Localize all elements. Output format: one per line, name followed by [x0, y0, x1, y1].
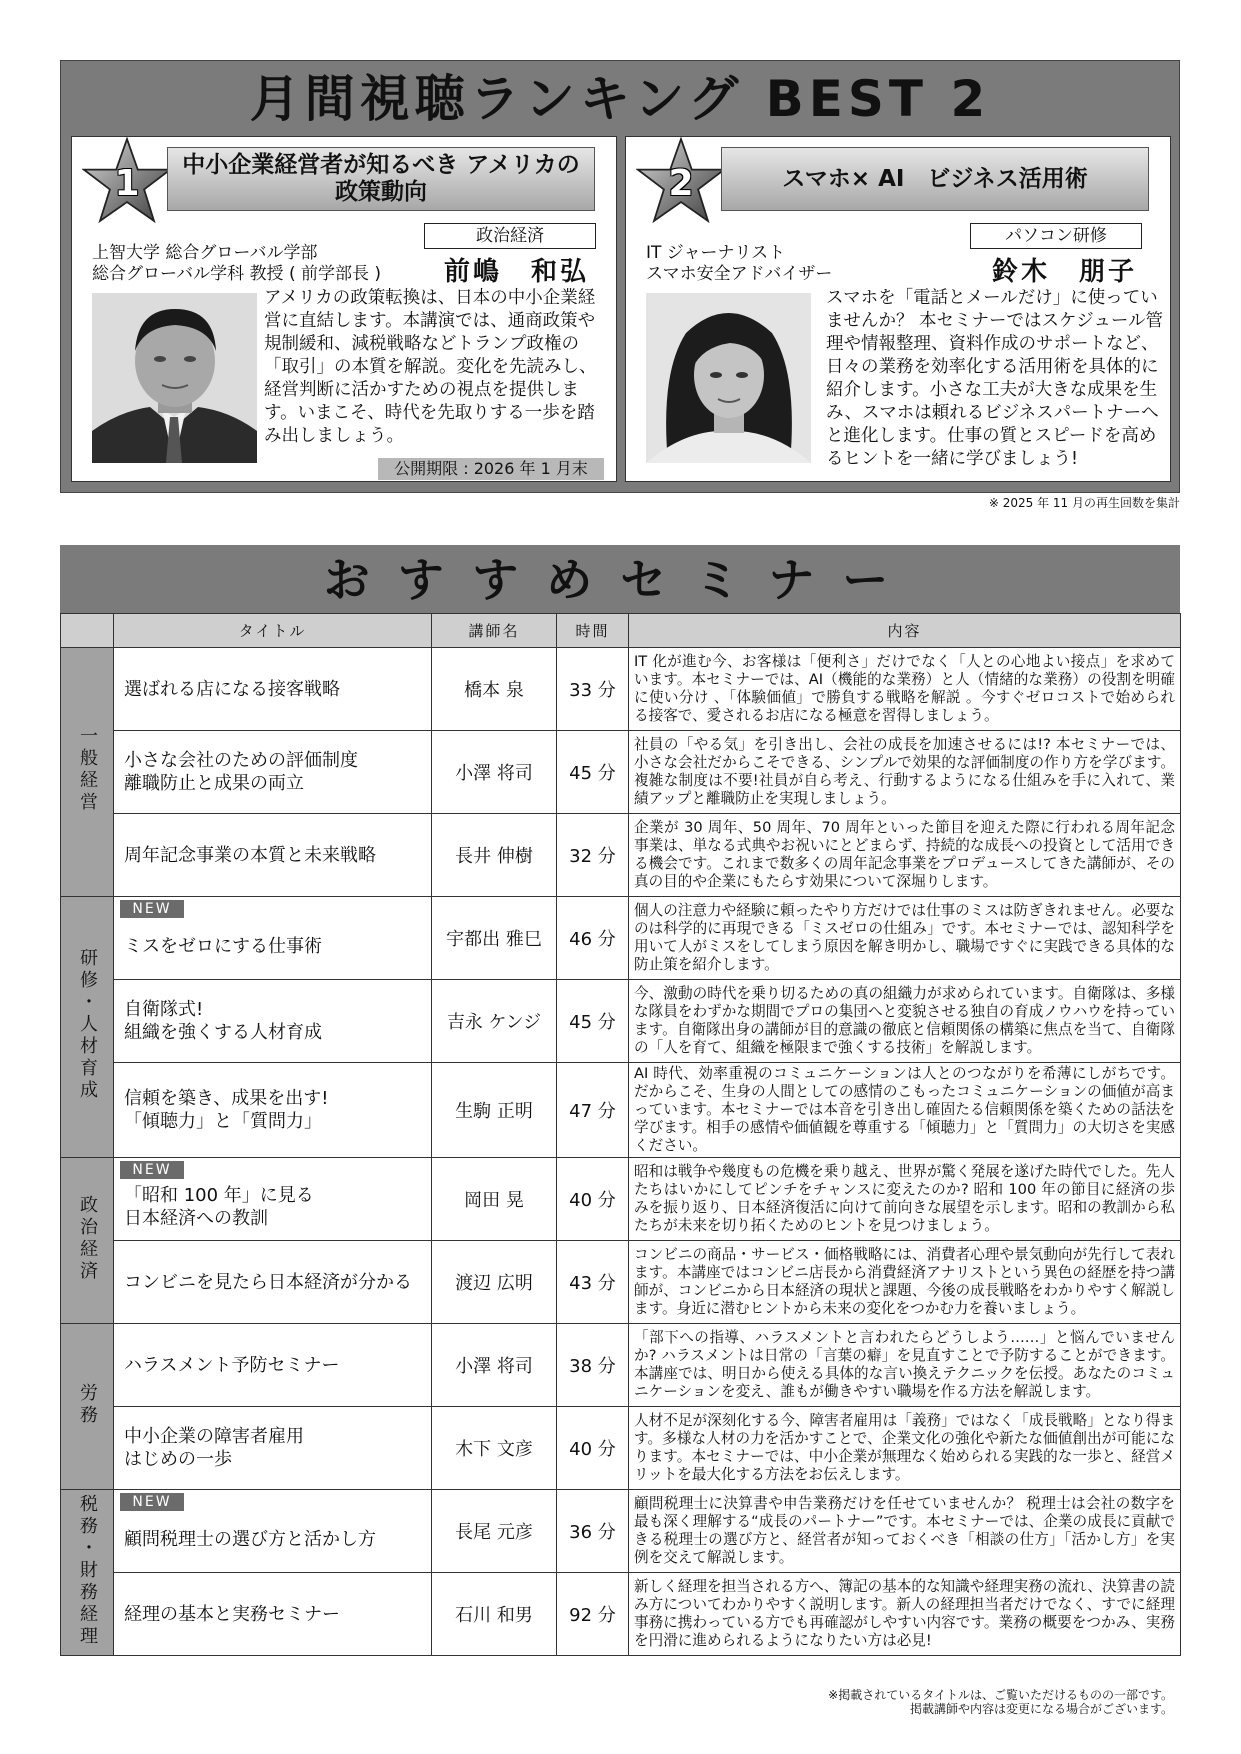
duration-cell: 40 分: [557, 1158, 629, 1241]
table-header-row: [61, 614, 1181, 648]
category-label: 研修・人材育成: [77, 948, 98, 1102]
duration-cell: 45 分: [557, 980, 629, 1063]
seminar-title-cell: [114, 897, 432, 980]
lecturer-cell: 橋本 泉: [432, 648, 557, 731]
table-row[interactable]: [61, 1324, 1181, 1407]
seminar-title: 顧問税理士の選び方と活かし方: [124, 1528, 376, 1550]
duration-cell: 46 分: [557, 897, 629, 980]
new-badge: NEW: [120, 1161, 184, 1179]
lecturer-cell: 石川 和男: [432, 1573, 557, 1656]
table-row[interactable]: [61, 1573, 1181, 1656]
content-cell: IT 化が進む今、お客様は「便利さ」だけでなく「人との心地よい接点」を求めています。本セミナーでは、AI（機能的な業務）と人（情緒的な業務）の役割を明確に使い分け 、「体験価値」で勝負する戦略を解説 。今すぐゼロコストで始められる接客で、愛されるお店になる極意を習得しましょう。: [629, 648, 1181, 731]
category-label: 労務: [77, 1382, 98, 1427]
category-cell: [61, 1490, 114, 1656]
speaker-photo-image: [92, 293, 257, 463]
speaker-photo-image: [646, 293, 811, 463]
table-row[interactable]: [61, 731, 1181, 814]
header-lecturer: 講師名: [432, 614, 557, 648]
table-row[interactable]: [61, 1063, 1181, 1158]
table-row[interactable]: [61, 1490, 1181, 1573]
header-content: 内容: [629, 614, 1181, 648]
content-cell: 「部下への指導、ハラスメントと言われたらどうしよう……」と悩んでいませんか? ハラスメントは日常の「言葉の癖」を見直すことで予防することができます。本講座では、明日から使える具体的な言い換えテクニックを伝授。あなたのコミュニケーションを変え、誰もが働きやすい職場を作る方法を解説します。: [629, 1324, 1181, 1407]
lecturer-cell: 小澤 将司: [432, 1324, 557, 1407]
new-badge: NEW: [120, 1493, 184, 1511]
seminar-title-cell: [114, 1241, 432, 1324]
duration-cell: 36 分: [557, 1490, 629, 1573]
duration-cell: 47 分: [557, 1063, 629, 1158]
content-cell: 顧問税理士に決算書や申告業務だけを任せていませんか？ 税理士は会社の数字を最も深く理解する“成長のパートナー”です。本セミナーでは、企業の成長に貢献できる税理士の選び方と、経営者が知っておくべき「相談の仕方」「活かし方」を実例を交えて解説します。: [629, 1490, 1181, 1573]
header-time: 時間: [557, 614, 629, 648]
seminar-title-cell: [114, 1063, 432, 1158]
lecturer-cell: 吉永 ケンジ: [432, 980, 557, 1063]
table-row[interactable]: [61, 897, 1181, 980]
category-cell: [61, 1324, 114, 1490]
content-cell: 人材不足が深刻化する今、障害者雇用は「義務」ではなく「成長戦略」となり得ます。多様な人材の力を活かすことで、企業文化の強化や新たな価値創出が可能になります。本セミナーでは、中小企業が無理なく始められる実践的な一歩と、経営メリットを最大化する方法をお伝えします。: [629, 1407, 1181, 1490]
seminar-title-cell: [114, 1573, 432, 1656]
seminar-description: スマホを「電話とメールだけ」に使っていませんか？ 本セミナーではスケジュール管理や情報整理、資料作成のサポートなど、日々の業務を効率化する活用術を具体的に紹介します。小さな工夫が大きな成果を生み、スマホは頼れるビジネスパートナーへと進化します。仕事の質とスピードを高めるヒントを一緒に学びましょう!: [826, 288, 1164, 469]
seminar-title: ミスをゼロにする仕事術: [124, 935, 322, 957]
table-row[interactable]: [61, 1407, 1181, 1490]
content-cell: 社員の「やる気」を引き出し、会社の成長を加速させるには!? 本セミナーでは、小さな会社だからこそできる、シンプルで効果的な評価制度の作り方を学びます。複雑な制度は不要!社員が自ら考え、行動するようになる仕組みを手に入れて、業績アップと離職防止を実現しましょう。: [629, 731, 1181, 814]
category-cell: [61, 897, 114, 1158]
content-cell: コンビニの商品・サービス・価格戦略には、消費者心理や景気動向が先行して表れます。本講座ではコンビニ店長から消費経済アナリストという異色の経歴を持つ講師が、コンビニから日本経済の現状と課題、今後の成長戦略をわかりやすく解説します。身近に潜むヒントから未来の変化をつかむ力を養いましょう。: [629, 1241, 1181, 1324]
seminar-title: 経理の基本と実務セミナー: [124, 1603, 340, 1625]
content-cell: 今、激動の時代を乗り切るための真の組織力が求められています。自衛隊は、多様な隊員をわずかな期間でプロの集団へと変貌させる独自の育成ノウハウを持っています。自衛隊出身の講師が目的意識の徹底と信頼関係の構築に焦点を当て、自衛隊の「人を育て、組織を極限まで強くする技術」を解説します。: [629, 980, 1181, 1063]
duration-cell: 33 分: [557, 648, 629, 731]
speaker-org-line: 総合グローバル学科 教授 ( 前学部長 ): [92, 264, 382, 284]
ranking-seminar-title: 中小企業経営者が知るべき アメリカの政策動向: [167, 147, 595, 211]
seminar-title-cell: [114, 1324, 432, 1407]
header-category: [61, 614, 114, 648]
seminar-title-cell: [114, 814, 432, 897]
duration-cell: 43 分: [557, 1241, 629, 1324]
category-label: 税務・財務経理: [77, 1493, 98, 1648]
lecturer-cell: 宇都出 雅巳: [432, 897, 557, 980]
speaker-org-line: スマホ安全アドバイザー: [646, 264, 833, 284]
seminar-title-cell: [114, 1407, 432, 1490]
content-cell: AI 時代、効率重視のコミュニケーションは人とのつながりを希薄にしがちです。だからこそ、生身の人間としての感情のこもったコミュニケーションの価値が高まっています。本セミナーでは本音を引き出し確固たる信頼関係を築くための話法を学びます。相手の感情や価値観を尊重する「傾聴力」と「質問力」の大切さを実感ください。: [629, 1063, 1181, 1158]
lecturer-cell: 生駒 正明: [432, 1063, 557, 1158]
table-row[interactable]: [61, 980, 1181, 1063]
duration-cell: 92 分: [557, 1573, 629, 1656]
category-box: パソコン研修: [970, 223, 1142, 249]
lecturer-cell: 長井 伸樹: [432, 814, 557, 897]
rank-number: 1: [114, 163, 140, 204]
category-cell: [61, 1158, 114, 1324]
lecturer-cell: 長尾 元彦: [432, 1490, 557, 1573]
duration-cell: 45 分: [557, 731, 629, 814]
ranking-note: ※ 2025 年 11 月の再生回数を集計: [988, 496, 1180, 510]
recommend-title: おすすめセミナー: [60, 545, 1180, 613]
content-cell: 企業が 30 周年、50 周年、70 周年といった節目を迎えた際に行われる周年記念事業は、単なる式典やお祝いにとどまらず、持続的な成長への投資として活用できる機会です。これまで数多くの周年記念事業をプロデュースしてきた講師が、その真の目的や企業にもたらす効果について深堀りします。: [629, 814, 1181, 897]
seminar-title: ハラスメント予防セミナー: [124, 1354, 340, 1376]
seminar-table: [60, 613, 1181, 1656]
seminar-title: 自衛隊式! 組織を強くする人材育成: [124, 999, 322, 1043]
lecturer-cell: 木下 文彦: [432, 1407, 557, 1490]
lecturer-cell: 岡田 晃: [432, 1158, 557, 1241]
speaker-photo: [92, 293, 257, 463]
speaker-organization: [646, 243, 832, 285]
footer-note: ※掲載されているタイトルは、ご覧いただけるものの一部です。 掲載講師や内容は変更になる場合がございます。: [828, 1688, 1173, 1716]
category-cell: [61, 648, 114, 897]
category-label: 一般経営: [77, 726, 98, 814]
ranking-seminar-title: スマホ× AI ビジネス活用術: [721, 147, 1149, 211]
seminar-title: 選ばれる店になる接客戦略: [124, 678, 340, 700]
speaker-photo: [646, 293, 811, 463]
content-cell: 新しく経理を担当される方へ、簿記の基本的な知識や経理実務の流れ、決算書の読み方についてわかりやすく説明します。新人の経理担当者だけでなく、すでに経理事務に携わっている方でも再確認がしやすい内容です。業務の概要をつかみ、実務を円滑に進められるようになりたい方は必見!: [629, 1573, 1181, 1656]
duration-cell: 38 分: [557, 1324, 629, 1407]
seminar-title: 小さな会社のための評価制度 離職防止と成果の両立: [124, 750, 358, 794]
speaker-name: 鈴木 朋子: [992, 257, 1138, 287]
lecturer-cell: 小澤 将司: [432, 731, 557, 814]
category-label: 政治経済: [77, 1194, 98, 1283]
seminar-title: コンビニを見たら日本経済が分かる: [124, 1271, 412, 1293]
seminar-title: 周年記念事業の本質と未来戦略: [124, 844, 376, 866]
speaker-name: 前嶋 和弘: [444, 257, 590, 287]
duration-cell: 32 分: [557, 814, 629, 897]
ranking-title: 月間視聴ランキング BEST 2: [249, 70, 991, 128]
table-row[interactable]: [61, 648, 1181, 731]
table-row[interactable]: [61, 814, 1181, 897]
rank-number: 2: [668, 163, 694, 204]
ranking-section: [60, 60, 1180, 493]
speaker-org-line: IT ジャーナリスト: [646, 243, 786, 263]
new-badge: NEW: [120, 900, 184, 918]
table-row[interactable]: [61, 1241, 1181, 1324]
content-cell: 昭和は戦争や幾度もの危機を乗り越え、世界が驚く発展を遂げた時代でした。先人たちはいかにしてピンチをチャンスに変えたのか? 昭和 100 年の節目に経済の歩みを振り返り、日本経済復活に向けて前向きな展望を示します。昭和の教訓から私たちが未来を切り拓くためのヒントを見つけましょう。: [629, 1158, 1181, 1241]
seminar-title: 中小企業の障害者雇用 はじめの一歩: [124, 1426, 304, 1470]
seminar-title: 信頼を築き、成果を出す! 「傾聴力」と「質問力」: [124, 1088, 329, 1132]
duration-cell: 40 分: [557, 1407, 629, 1490]
seminar-title: 「昭和 100 年」に見る 日本経済への教訓: [124, 1185, 314, 1229]
seminar-title-cell: [114, 980, 432, 1063]
seminar-title-cell: [114, 731, 432, 814]
speaker-org-line: 上智大学 総合グローバル学部: [92, 243, 318, 263]
table-row[interactable]: [61, 1158, 1181, 1241]
expiry-label: 公開期限 : 2026 年 1 月末: [378, 458, 604, 480]
seminar-title-cell: [114, 1490, 432, 1573]
seminar-title-cell: [114, 648, 432, 731]
seminar-title-cell: [114, 1158, 432, 1241]
ranking-card-2[interactable]: [625, 136, 1171, 482]
ranking-card-1[interactable]: [71, 136, 617, 482]
category-box: 政治経済: [424, 223, 596, 249]
content-cell: 個人の注意力や経験に頼ったやり方だけでは仕事のミスは防ぎきれません。必要なのは科学的に再現できる「ミスゼロの仕組み」です。本セミナーでは、認知科学を用いて人がミスをしてしまう原因を解き明かし、職場ですぐに実践できる具体的な防止策を紹介します。: [629, 897, 1181, 980]
seminar-description: アメリカの政策転換は、日本の中小企業経営に直結します。本講演では、通商政策や規制緩和、減税戦略などトランプ政権の「取引」の本質を解説。変化を先読みし、経営判断に活かすための視点を提供します。いまこそ、時代を先取りする一歩を踏み出しましょう。: [264, 288, 597, 446]
speaker-organization: [92, 243, 381, 285]
lecturer-cell: 渡辺 広明: [432, 1241, 557, 1324]
header-title: タイトル: [114, 614, 432, 648]
